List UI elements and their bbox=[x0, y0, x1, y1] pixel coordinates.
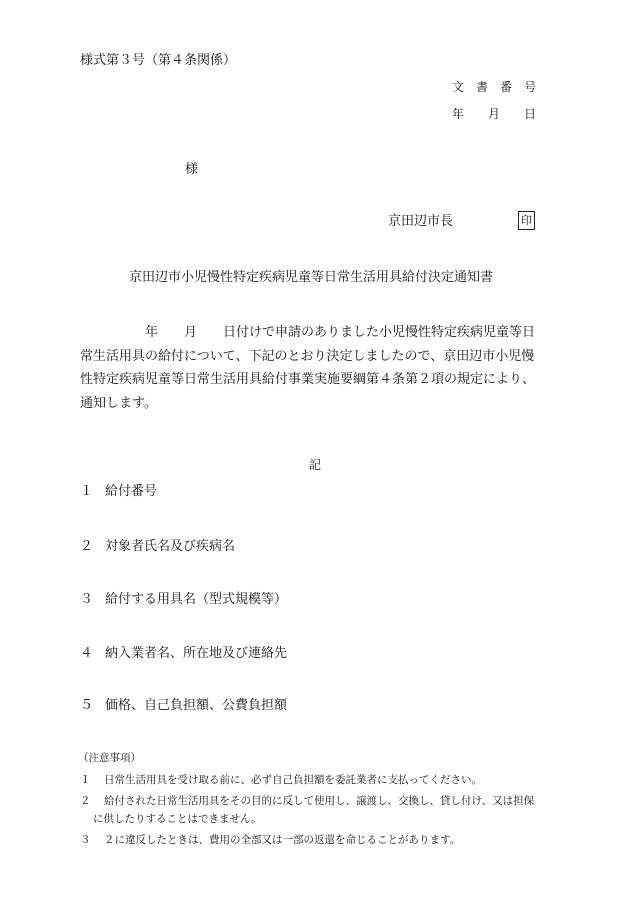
item-label: 給付する用具名（型式規模等） bbox=[105, 592, 288, 607]
notice-body bbox=[80, 321, 560, 415]
note-item bbox=[80, 773, 482, 787]
list-item bbox=[80, 592, 287, 608]
seal-mark: 印 bbox=[518, 211, 535, 230]
note-item bbox=[80, 833, 460, 847]
item-number: ５ bbox=[80, 698, 94, 713]
note-continuation: に供したりすることはできません。 bbox=[93, 813, 262, 825]
item-label: 対象者氏名及び疾病名 bbox=[105, 539, 236, 554]
item-number: １ bbox=[80, 484, 94, 499]
item-number: ４ bbox=[80, 646, 94, 661]
item-label: 納入業者名、所在地及び連絡先 bbox=[105, 646, 288, 661]
form-number: 様式第３号（第４条関係） bbox=[80, 53, 237, 68]
list-item bbox=[80, 539, 235, 555]
issuer-name: 京田辺市長 bbox=[388, 214, 454, 229]
body-line: 性特定疾病児童等日常生活用具給付事業実施要綱第４条第２項の規定により、 bbox=[80, 372, 536, 387]
note-number: ３ bbox=[80, 834, 91, 846]
note-text: 日常生活用具を受け取る前に、必ず自己負担額を委託業者に支払ってください。 bbox=[104, 774, 482, 786]
note-text: 給付された日常生活用具をその目的に反して使用し、譲渡し、交換し、貸し付け、又は担保 bbox=[104, 795, 535, 807]
notice-title: 京田辺市小児慢性特定疾病児童等日常生活用具給付決定通知書 bbox=[129, 270, 494, 285]
body-line: 年 月 日付けで申請のありました小児慢性特定疾病児童等日 bbox=[80, 325, 536, 340]
note-item bbox=[80, 794, 534, 808]
list-item bbox=[80, 484, 157, 500]
item-number: ２ bbox=[80, 539, 94, 554]
body-line: 常生活用具の給付について、下記のとおり決定しましたので、京田辺市小児慢 bbox=[80, 348, 535, 364]
list-item bbox=[80, 698, 287, 714]
note-number: ２ bbox=[80, 795, 91, 807]
body-line: 通知します。 bbox=[80, 395, 157, 411]
notes-heading: （注意事項） bbox=[78, 752, 141, 764]
recipient-honorific: 様 bbox=[185, 162, 199, 177]
list-item bbox=[80, 646, 287, 662]
ki-heading: 記 bbox=[309, 458, 322, 472]
note-number: １ bbox=[80, 774, 91, 786]
note-text: ２に違反したときは、費用の全部又は一部の返還を命じることがあります。 bbox=[104, 834, 461, 846]
item-label: 価格、自己負担額、公費負担額 bbox=[105, 698, 288, 713]
item-number: ３ bbox=[80, 592, 94, 607]
document-number-label: 文 書 番 号 bbox=[452, 80, 537, 94]
item-label: 給付番号 bbox=[105, 484, 158, 499]
document-date-label: 年 月 日 bbox=[452, 107, 537, 121]
